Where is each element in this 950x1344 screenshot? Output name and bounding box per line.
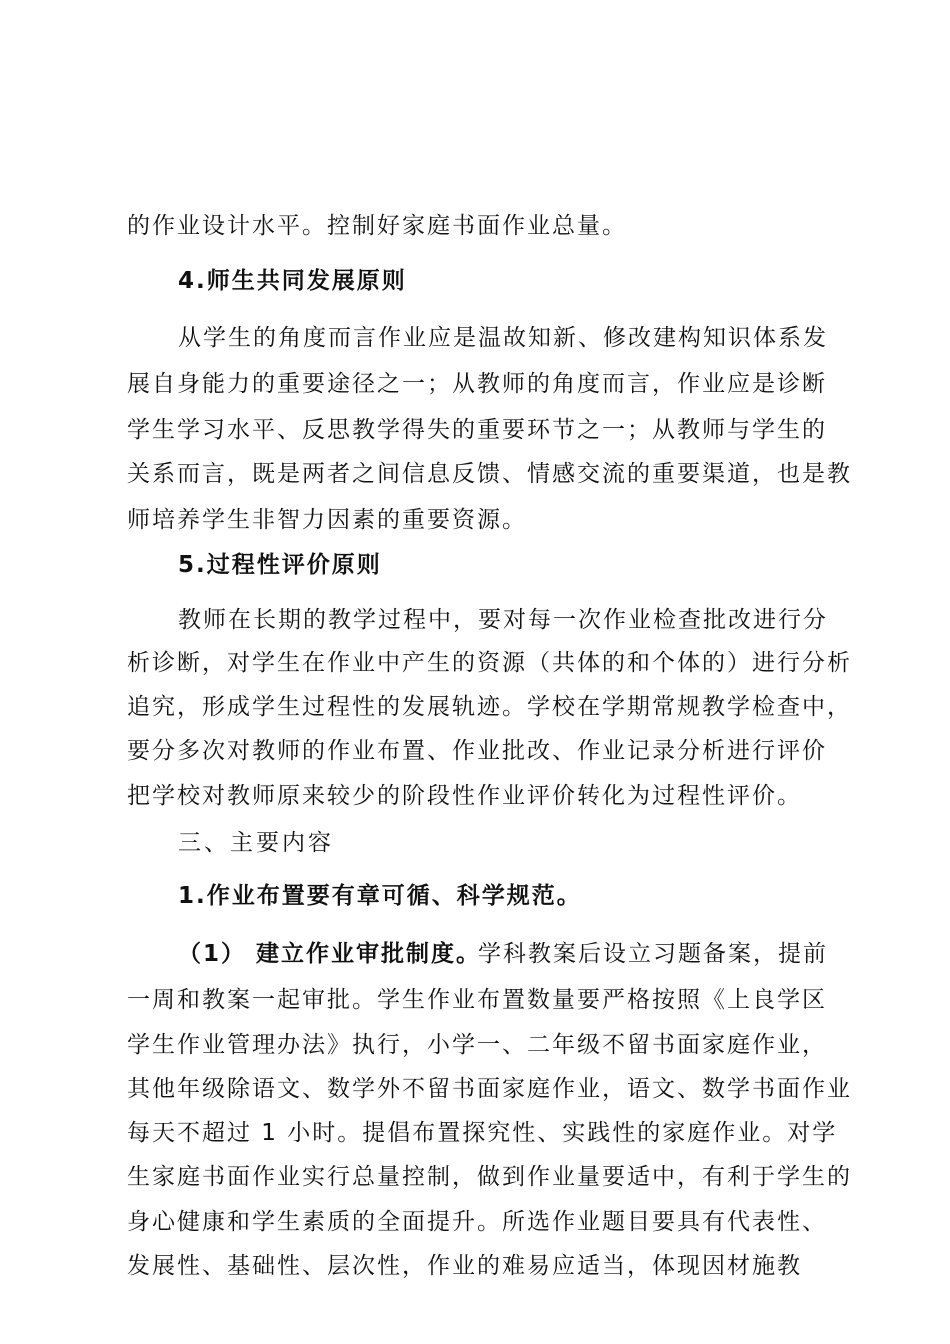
paragraph-line: 把学校对教师原来较少的阶段性作业评价转化为过程性评价。 [127, 783, 802, 809]
paragraph-line: 析诊断，对学生在作业中产生的资源（共体的和个体的）进行分析 [127, 650, 852, 676]
paragraph-line: 其他年级除语文、数学外不留书面家庭作业，语文、数学书面作业 [127, 1076, 852, 1102]
paragraph-line: 关系而言，既是两者之间信息反馈、情感交流的重要渠道，也是教 [127, 461, 852, 487]
paragraph-line: 从学生的角度而言作业应是温故知新、修改建构知识体系发 [178, 325, 828, 351]
paragraph-line: 学生学习水平、反思教学得失的重要环节之一；从教师与学生的 [127, 417, 827, 443]
paragraph-line: 追究，形成学生过程性的发展轨迹。学校在学期常规教学检查中， [127, 694, 852, 720]
section-heading: 4.师生共同发展原则 [178, 268, 407, 294]
item-heading: （1） 建立作业审批制度。 [178, 941, 482, 967]
subsection-heading: 1.作业布置要有章可循、科学规范。 [178, 883, 582, 909]
section-heading: 5.过程性评价原则 [178, 552, 382, 578]
paragraph-line: 每天不超过 1 小时。提倡布置探究性、实践性的家庭作业。对学 [127, 1120, 838, 1146]
paragraph-line: 展自身能力的重要途径之一；从教师的角度而言，作业应是诊断 [127, 371, 827, 397]
paragraph-line: 一周和教案一起审批。学生作业布置数量要严格按照《上良学区 [127, 987, 827, 1013]
paragraph-line: 发展性、基础性、层次性，作业的难易应适当，体现因材施教 [127, 1253, 802, 1279]
paragraph-line: 要分多次对教师的作业布置、作业批改、作业记录分析进行评价 [127, 738, 827, 764]
paragraph-line: 师培养学生非智力因素的重要资源。 [127, 507, 527, 533]
paragraph-line: 教师在长期的教学过程中，要对每一次作业检查批改进行分 [178, 607, 828, 633]
paragraph-line: 学科教案后设立习题备案，提前 [478, 941, 828, 967]
paragraph-line: 学生作业管理办法》执行，小学一、二年级不留书面家庭作业， [127, 1032, 827, 1058]
paragraph-line: 的作业设计水平。控制好家庭书面作业总量。 [127, 213, 627, 239]
paragraph-line: 生家庭书面作业实行总量控制，做到作业量要适中，有利于学生的 [127, 1164, 852, 1190]
paragraph-line: 身心健康和学生素质的全面提升。所选作业题目要具有代表性、 [127, 1209, 827, 1235]
chapter-heading: 三、主要内容 [178, 830, 334, 856]
